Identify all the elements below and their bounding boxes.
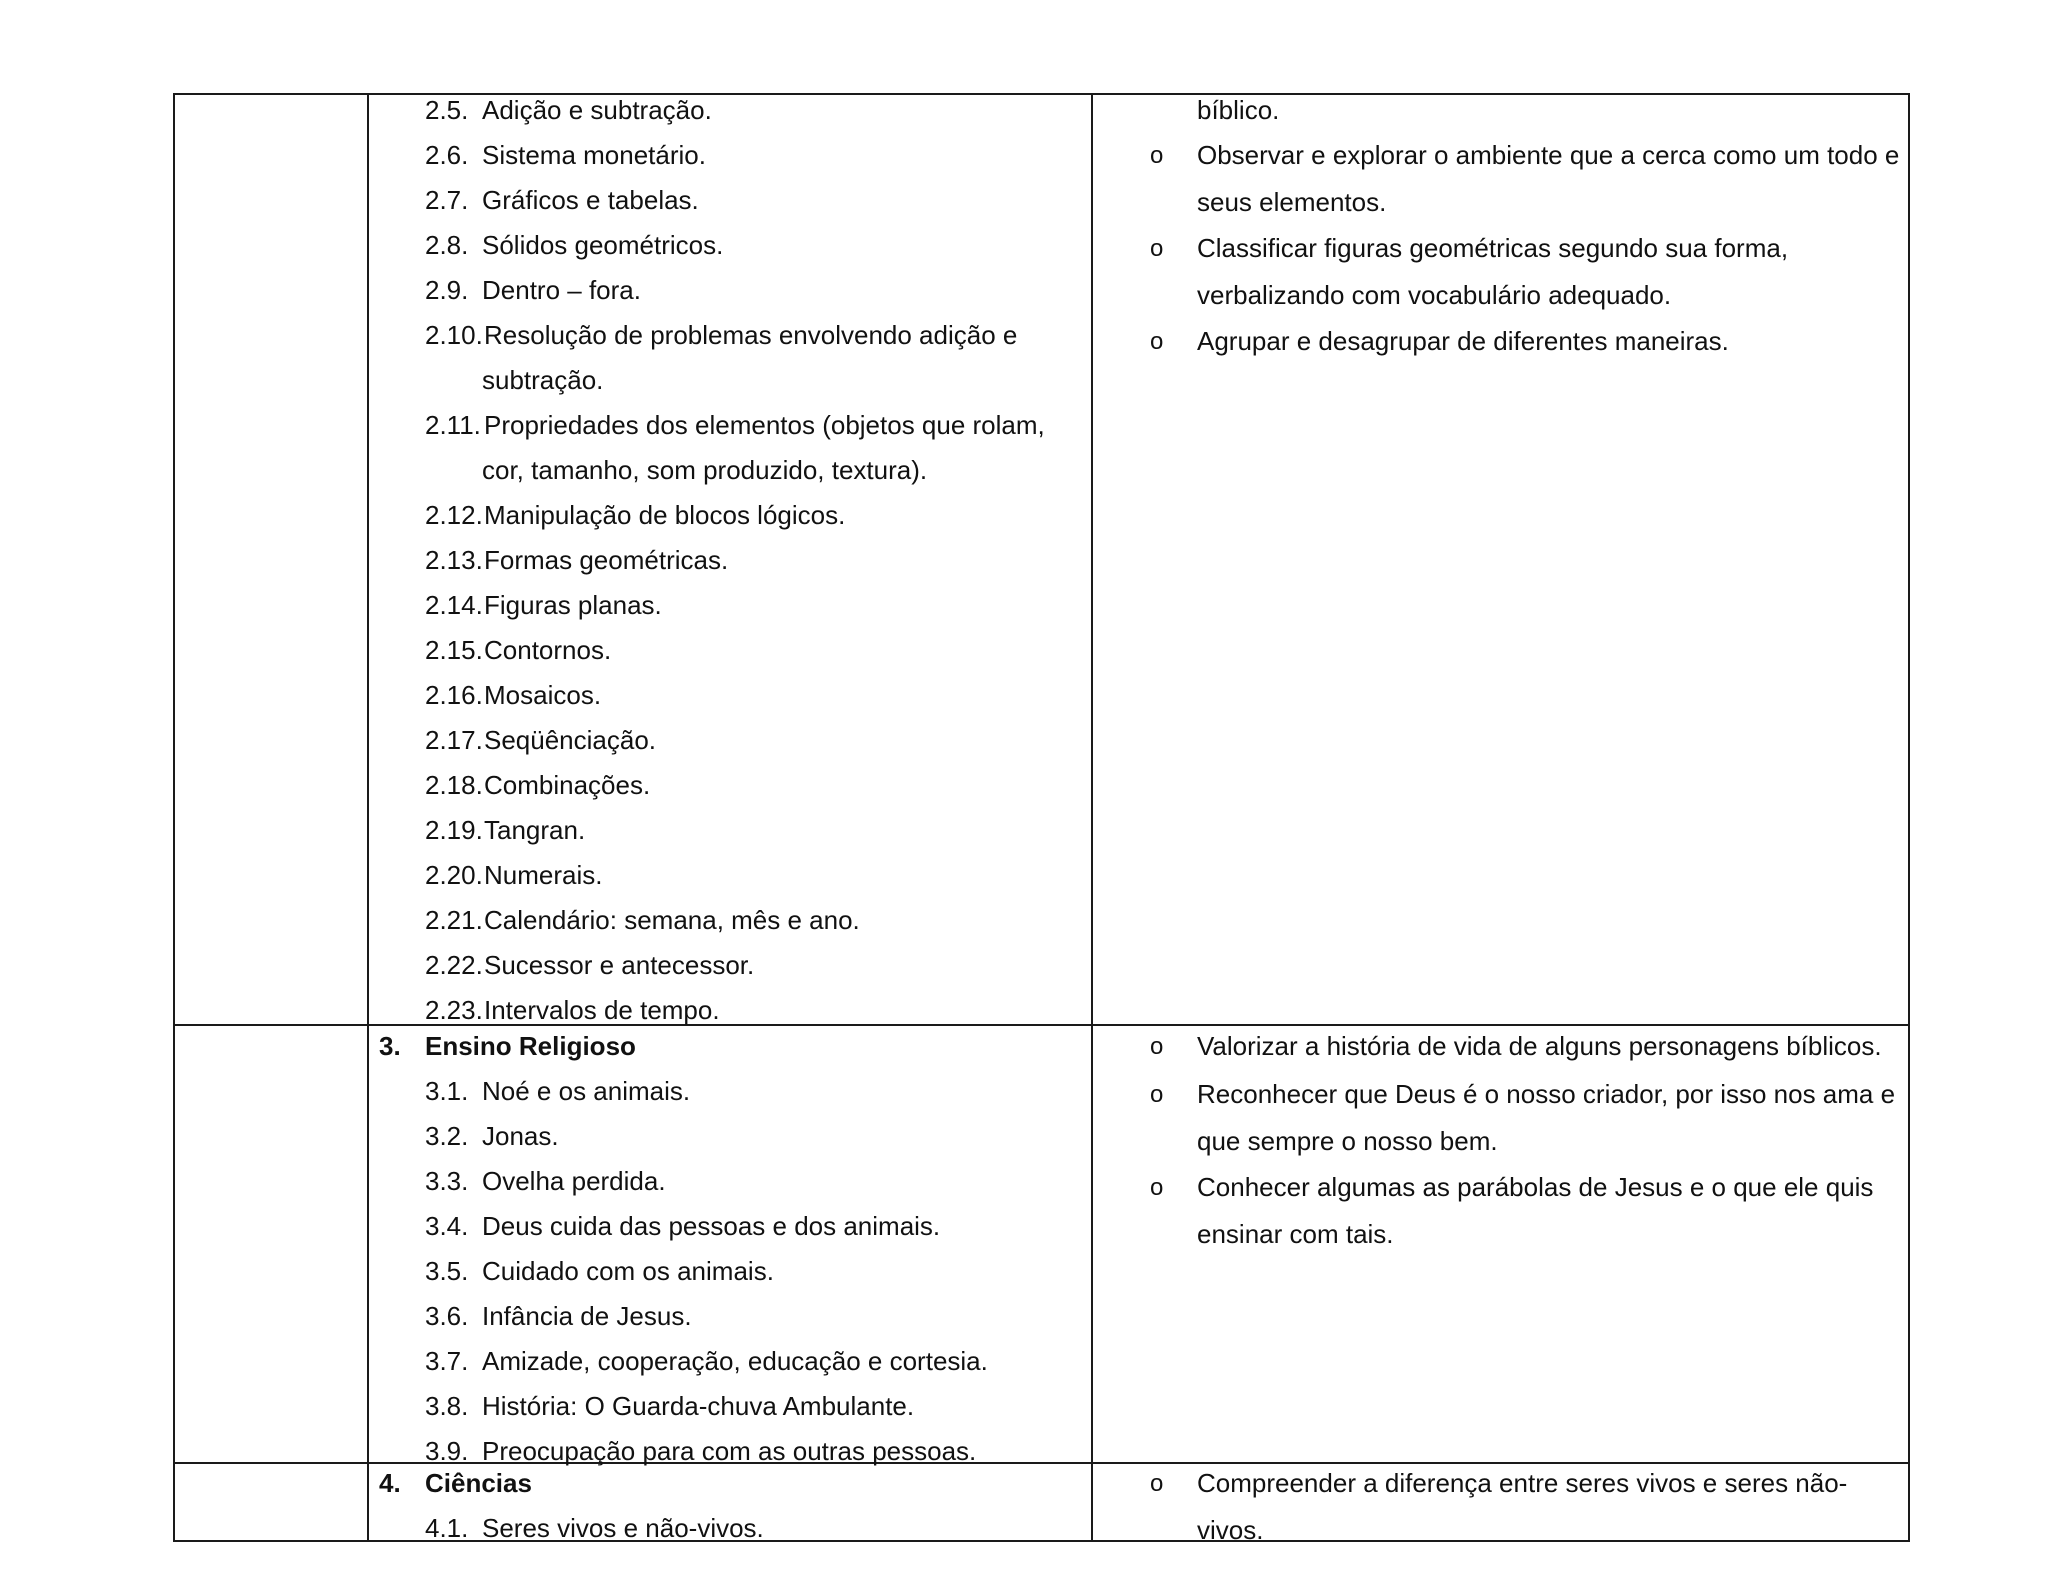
objective-text: que sempre o nosso bem. [1197, 1126, 1498, 1156]
item-text: Deus cuida das pessoas e dos animais. [482, 1211, 941, 1241]
table-border-left [173, 93, 175, 1542]
item-text: Amizade, cooperação, educação e cortesia. [482, 1346, 988, 1376]
bullet-icon: o [1150, 1033, 1164, 1060]
item-number: 3.4. [425, 1211, 469, 1241]
item-text: Seres vivos e não-vivos. [482, 1513, 764, 1543]
item-number: 2.15. [425, 635, 483, 665]
table-border-right [1908, 93, 1910, 1542]
item-number: 2.14. [425, 590, 483, 620]
item-number: 3.2. [425, 1121, 469, 1151]
item-text-continuation: subtração. [482, 365, 604, 395]
item-text: Figuras planas. [484, 590, 662, 620]
item-text: Jonas. [482, 1121, 559, 1151]
section-title: Ensino Religioso [425, 1031, 636, 1061]
item-number: 2.16. [425, 680, 483, 710]
item-number: 2.7. [425, 185, 469, 215]
item-number: 3.6. [425, 1301, 469, 1331]
item-text: Adição e subtração. [482, 95, 712, 125]
objective-text: verbalizando com vocabulário adequado. [1197, 280, 1672, 310]
item-text: Sistema monetário. [482, 140, 706, 170]
item-text: Calendário: semana, mês e ano. [484, 905, 860, 935]
item-text: Sucessor e antecessor. [484, 950, 755, 980]
item-number: 3.8. [425, 1391, 469, 1421]
item-number: 3.1. [425, 1076, 469, 1106]
column-divider-2 [1091, 93, 1093, 1542]
bullet-icon: o [1150, 328, 1164, 355]
objective-text: Observar e explorar o ambiente que a cerca como um todo e [1197, 140, 1900, 170]
item-number: 2.6. [425, 140, 469, 170]
item-number: 3.3. [425, 1166, 469, 1196]
item-number: 3.9. [425, 1436, 469, 1466]
item-text-continuation: cor, tamanho, som produzido, textura). [482, 455, 928, 485]
item-number: 2.21. [425, 905, 483, 935]
item-number: 2.19. [425, 815, 483, 845]
bullet-icon: o [1150, 1174, 1164, 1201]
item-text: Gráficos e tabelas. [482, 185, 699, 215]
item-number: 2.12. [425, 500, 483, 530]
item-number: 2.9. [425, 275, 469, 305]
item-number: 2.23. [425, 995, 483, 1025]
objective-text: Compreender a diferença entre seres vivos e seres não- [1197, 1468, 1848, 1498]
objective-text: vivos. [1197, 1515, 1264, 1545]
objective-text: ensinar com tais. [1197, 1219, 1394, 1249]
bullet-icon: o [1150, 142, 1164, 169]
item-number: 2.8. [425, 230, 469, 260]
item-text: Sólidos geométricos. [482, 230, 724, 260]
item-number: 4.1. [425, 1513, 469, 1543]
objective-text: Classificar figuras geométricas segundo sua forma, [1197, 233, 1789, 263]
item-number: 3.5. [425, 1256, 469, 1286]
item-text: Contornos. [484, 635, 612, 665]
section-title: Ciências [425, 1468, 532, 1498]
item-number: 2.5. [425, 95, 469, 125]
item-number: 2.20. [425, 860, 483, 890]
item-text: Propriedades dos elementos (objetos que rolam, [484, 410, 1045, 440]
item-text: Mosaicos. [484, 680, 602, 710]
item-text: Ovelha perdida. [482, 1166, 666, 1196]
objective-text: bíblico. [1197, 95, 1280, 125]
bullet-icon: o [1150, 1081, 1164, 1108]
item-text: Formas geométricas. [484, 545, 729, 575]
item-number: 2.11. [425, 410, 481, 440]
item-text: Dentro – fora. [482, 275, 641, 305]
item-text: Noé e os animais. [482, 1076, 691, 1106]
item-text: História: O Guarda-chuva Ambulante. [482, 1391, 915, 1421]
item-text: Tangran. [484, 815, 586, 845]
item-text: Manipulação de blocos lógicos. [484, 500, 846, 530]
item-number: 2.17. [425, 725, 483, 755]
section-number: 4. [379, 1468, 401, 1498]
item-number: 2.22. [425, 950, 483, 980]
column-divider-1 [367, 93, 369, 1542]
item-text: Combinações. [484, 770, 651, 800]
item-number: 2.10. [425, 320, 483, 350]
objective-text: Conhecer algumas as parábolas de Jesus e o que ele quis [1197, 1172, 1874, 1202]
bullet-icon: o [1150, 1470, 1164, 1497]
item-number: 2.18. [425, 770, 483, 800]
item-number: 2.13. [425, 545, 483, 575]
objective-text: Reconhecer que Deus é o nosso criador, por isso nos ama e [1197, 1079, 1896, 1109]
section-number: 3. [379, 1031, 401, 1061]
item-text: Intervalos de tempo. [484, 995, 720, 1025]
objective-text: Valorizar a história de vida de alguns personagens bíblicos. [1197, 1031, 1882, 1061]
item-number: 3.7. [425, 1346, 469, 1376]
item-text: Seqüênciação. [484, 725, 657, 755]
item-text: Resolução de problemas envolvendo adição e [484, 320, 1018, 350]
item-text: Infância de Jesus. [482, 1301, 692, 1331]
bullet-icon: o [1150, 235, 1164, 262]
item-text: Numerais. [484, 860, 603, 890]
item-text: Cuidado com os animais. [482, 1256, 774, 1286]
objective-text: Agrupar e desagrupar de diferentes maneiras. [1197, 326, 1729, 356]
item-text: Preocupação para com as outras pessoas. [482, 1436, 977, 1466]
objective-text: seus elementos. [1197, 187, 1387, 217]
